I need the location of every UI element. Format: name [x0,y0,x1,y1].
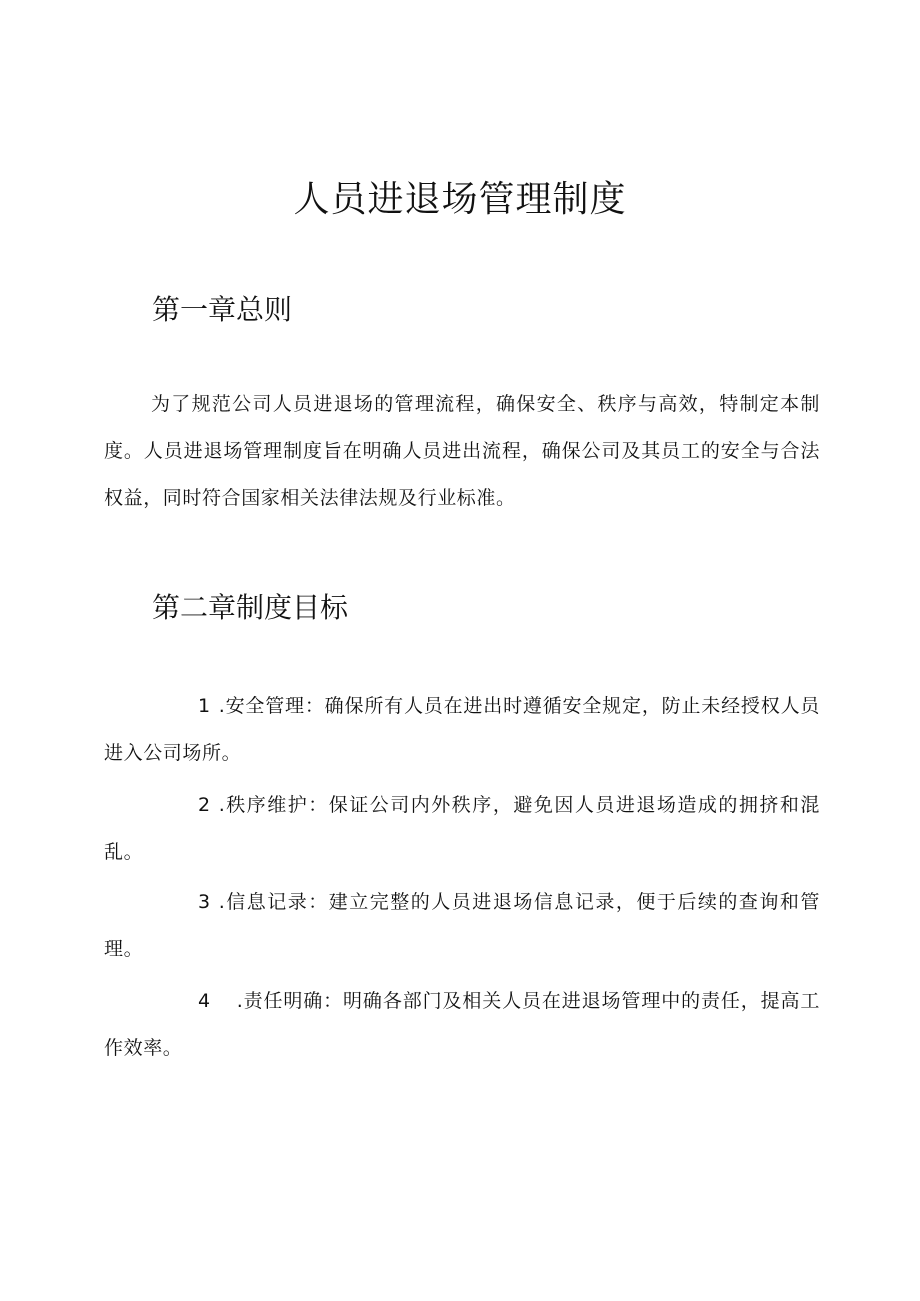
goal-item-text: .安全管理：确保所有人员在进出时遵循安全规定，防止未经授权人员进入公司场所。 [104,695,820,764]
goal-item-3 [104,879,820,973]
goal-item-4 [104,978,820,1072]
chapter-1-heading: 第一章总则 [152,293,293,326]
goal-item-2 [104,782,820,876]
goal-item-1 [104,683,820,777]
goal-item-text: .信息记录：建立完整的人员进退场信息记录，便于后续的查询和管理。 [104,891,820,960]
goal-item-number: 4 [198,990,211,1012]
chapter-2-heading: 第二章制度目标 [152,591,349,624]
document-title: 人员进退场管理制度 [293,179,627,220]
chapter-1-paragraph: 为了规范公司人员进退场的管理流程，确保安全、秩序与高效，特制定本制度。人员进退场管理制度旨在明确人员进出流程，确保公司及其员工的安全与合法权益，同时符合国家相关法律法规及行业标准。 [104,393,820,509]
goal-item-text: .责任明确：明确各部门及相关人员在进退场管理中的责任，提高工作效率。 [104,990,820,1059]
goal-item-number: 2 [198,794,211,816]
goal-item-number: 1 [198,695,211,717]
goal-item-text: .秩序维护：保证公司内外秩序，避免因人员进退场造成的拥挤和混乱。 [104,794,820,863]
goal-item-number: 3 [198,891,211,913]
